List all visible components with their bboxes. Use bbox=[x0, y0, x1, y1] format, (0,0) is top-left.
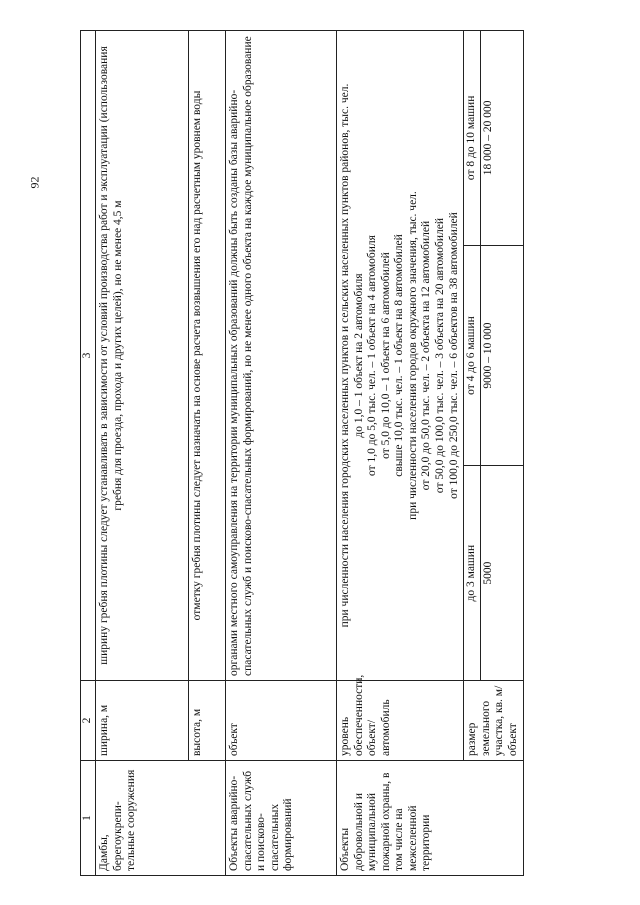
rescue-text: органами местного самоуправления на территории муниципальных образований должны быть созданы базы аварийно-спасательных служб и поисково-спасательных формирований, но не менее одного объекта на каждое муниципальное образование bbox=[226, 31, 337, 681]
fire-line: от 100,0 до 250,0 тыс. чел. – 6 объектов на 38 автомобилей bbox=[447, 212, 460, 499]
dams-row-height bbox=[189, 31, 226, 876]
sizes-value-row bbox=[480, 31, 523, 680]
header-col2: 2 bbox=[81, 681, 96, 761]
size-value: 5000 bbox=[480, 466, 523, 680]
norms-table bbox=[80, 30, 524, 876]
dams-width-param: ширина, м bbox=[96, 681, 189, 761]
fire-lines-cell bbox=[337, 31, 464, 681]
fire-line: при численности населения городских населенных пунктов и сельских населенных пунктов районов, тыс. чел. bbox=[339, 83, 351, 628]
sizes-head-row bbox=[464, 31, 480, 680]
fire-line: при численности населения городов окружного значения, тыс. чел. bbox=[406, 191, 419, 520]
fire-row-level bbox=[337, 31, 464, 876]
dams-height-text: отметку гребня плотины следует назначать на основе расчета возвышения его над расчетным уровнем воды bbox=[189, 31, 226, 681]
fire-line: от 1,0 до 5,0 тыс. чел. – 1 объект на 4 автомобиля bbox=[366, 235, 379, 476]
fire-line: свыше 10,0 тыс. чел. – 1 объект на 8 автомобилей bbox=[393, 234, 406, 477]
fire-line: от 5,0 до 10,0 – 1 объект на 6 автомобилей bbox=[379, 252, 392, 459]
dams-height-param: высота, м bbox=[189, 681, 226, 761]
header-row bbox=[81, 31, 96, 876]
dams-row-width bbox=[96, 31, 189, 876]
fire-row-size bbox=[464, 31, 524, 876]
fire-line: от 50,0 до 100,0 тыс. чел. – 3 объекта на 20 автомобилей bbox=[433, 217, 446, 494]
header-col1: 1 bbox=[81, 761, 96, 876]
fire-line: от 20,0 до 50,0 тыс. чел. – 2 объекта на 12 автомобилей bbox=[420, 220, 433, 491]
fire-title: Объекты добровольной и муниципальной пожарной охраны, в том числе на межселенной территории bbox=[337, 761, 524, 876]
sizes-subtable bbox=[464, 31, 523, 680]
fire-line: до 1,0 – 1 объект на 2 автомобиля bbox=[352, 273, 365, 438]
dams-title: Дамбы, берегоукрепи-тельные сооружения bbox=[96, 761, 226, 876]
size-head: от 4 до 6 машин bbox=[464, 245, 480, 466]
size-head: до 3 машин bbox=[464, 466, 480, 680]
header-col3: 3 bbox=[81, 31, 96, 681]
rescue-title: Объекты аварийно-спасательных служб и поисково-спасательных формирований bbox=[226, 761, 337, 876]
rotated-table-container bbox=[80, 31, 560, 876]
fire-sizes-cell bbox=[464, 31, 524, 681]
fire-param2: размер земельного участка, кв. м/объект bbox=[464, 681, 524, 761]
rescue-param: объект bbox=[226, 681, 337, 761]
size-value: 9000 – 10 000 bbox=[480, 245, 523, 466]
size-value: 18 000 – 20 000 bbox=[480, 31, 523, 245]
rescue-row bbox=[226, 31, 337, 876]
fire-param1: уровень обеспеченности, объект/автомобиль bbox=[337, 681, 464, 761]
dams-width-text: ширину гребня плотины следует устанавливать в зависимости от условий производства работ и эксплуатации (использования гребня для проезда, прохода и других целей), но не менее 4,5 м bbox=[96, 31, 189, 681]
size-head: от 8 до 10 машин bbox=[465, 95, 478, 181]
page-number: 92 bbox=[27, 176, 42, 189]
